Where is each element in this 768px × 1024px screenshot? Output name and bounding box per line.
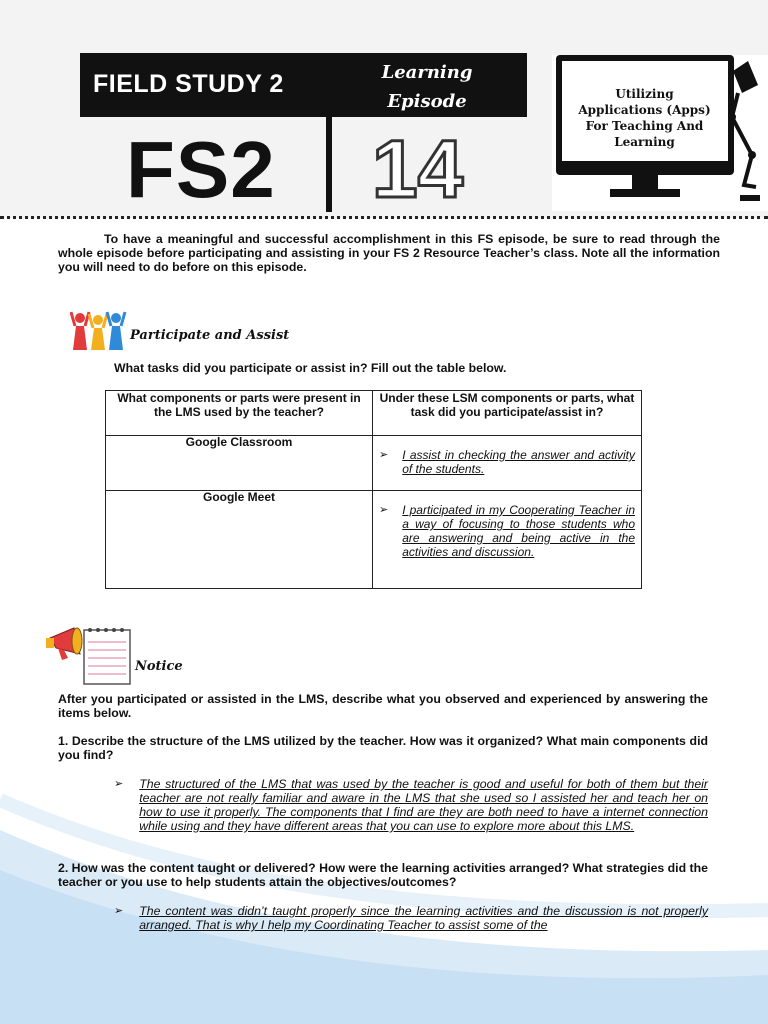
table-header-tasks: Under these LSM components or parts, what task did you participate/assist in? (373, 391, 642, 436)
table-row (106, 491, 642, 589)
notice-intro: After you participated or assisted in the LMS, describe what you observed and experienced by answering the items below. (58, 692, 708, 720)
participate-heading: Participate and Assist (130, 328, 290, 343)
header-divider (326, 117, 332, 212)
answer-2 (114, 904, 708, 932)
lms-table (105, 390, 642, 589)
task-text: I participated in my Cooperating Teacher in a way of focusing to those students who are answering and being active in the activities and discussion. (402, 503, 635, 559)
bullet-arrow-icon: ➢ (379, 504, 389, 516)
question-2: 2. How was the content taught or delivered? How were the learning activities arranged? What strategies did the teacher or you use to help students attain the objectives/outcomes? (58, 861, 708, 889)
topic-monitor (552, 55, 768, 211)
table-cell-component: Google Classroom (106, 436, 373, 491)
table-cell-task (373, 491, 642, 589)
answer-1-text: The structured of the LMS that was used by the teacher is good and useful for both of them but their teacher are not really familiar and aware in the LMS that she used so I assisted her and teach her on how to use it properly. The components that I find are they are both need to have a internet connection while using and they have different areas that you can use to explore more about this LMS. (139, 777, 708, 833)
question-1: 1. Describe the structure of the LMS utilized by the teacher. How was it organized? What main components did you find? (58, 734, 708, 762)
intro-text: To have a meaningful and successful accomplishment in this FS episode, be sure to read through the whole episode before participating and assisting in your FS 2 Resource Teacher’s class. Note all the information you will need to do before on this episode. (58, 232, 720, 274)
table-header-components: What components or parts were present in the LMS used by the teacher? (106, 391, 373, 436)
episode-number: 14 (372, 124, 464, 215)
bullet-arrow-icon: ➢ (379, 449, 389, 461)
course-code: FS2 (126, 125, 276, 214)
participate-question: What tasks did you participate or assist in? Fill out the table below. (114, 361, 507, 375)
table-row (106, 436, 642, 491)
people-cheering-icon (70, 308, 128, 352)
learning-episode-label: Learning Episode (381, 62, 473, 112)
task-text: I assist in checking the answer and activity of the students. (402, 448, 635, 476)
dotted-separator (0, 216, 768, 219)
notice-heading: Notice (135, 659, 183, 674)
table-cell-task (373, 436, 642, 491)
answer-1 (114, 777, 708, 833)
topic-title: Utilizing Applications (Apps) For Teaching And Learning (578, 87, 711, 149)
field-study-title: FIELD STUDY 2 (93, 70, 284, 98)
intro-paragraph (58, 232, 720, 274)
table-header-row (106, 391, 642, 436)
bullet-arrow-icon: ➢ (114, 905, 124, 917)
answer-2-text: The content was didn’t taught properly since the learning activities and the discussion is not properly arranged. That is why I help my Coordinating Teacher to assist some of the (139, 904, 708, 932)
table-cell-component: Google Meet (106, 491, 373, 589)
megaphone-notepad-icon (44, 624, 136, 686)
bullet-arrow-icon: ➢ (114, 778, 124, 790)
